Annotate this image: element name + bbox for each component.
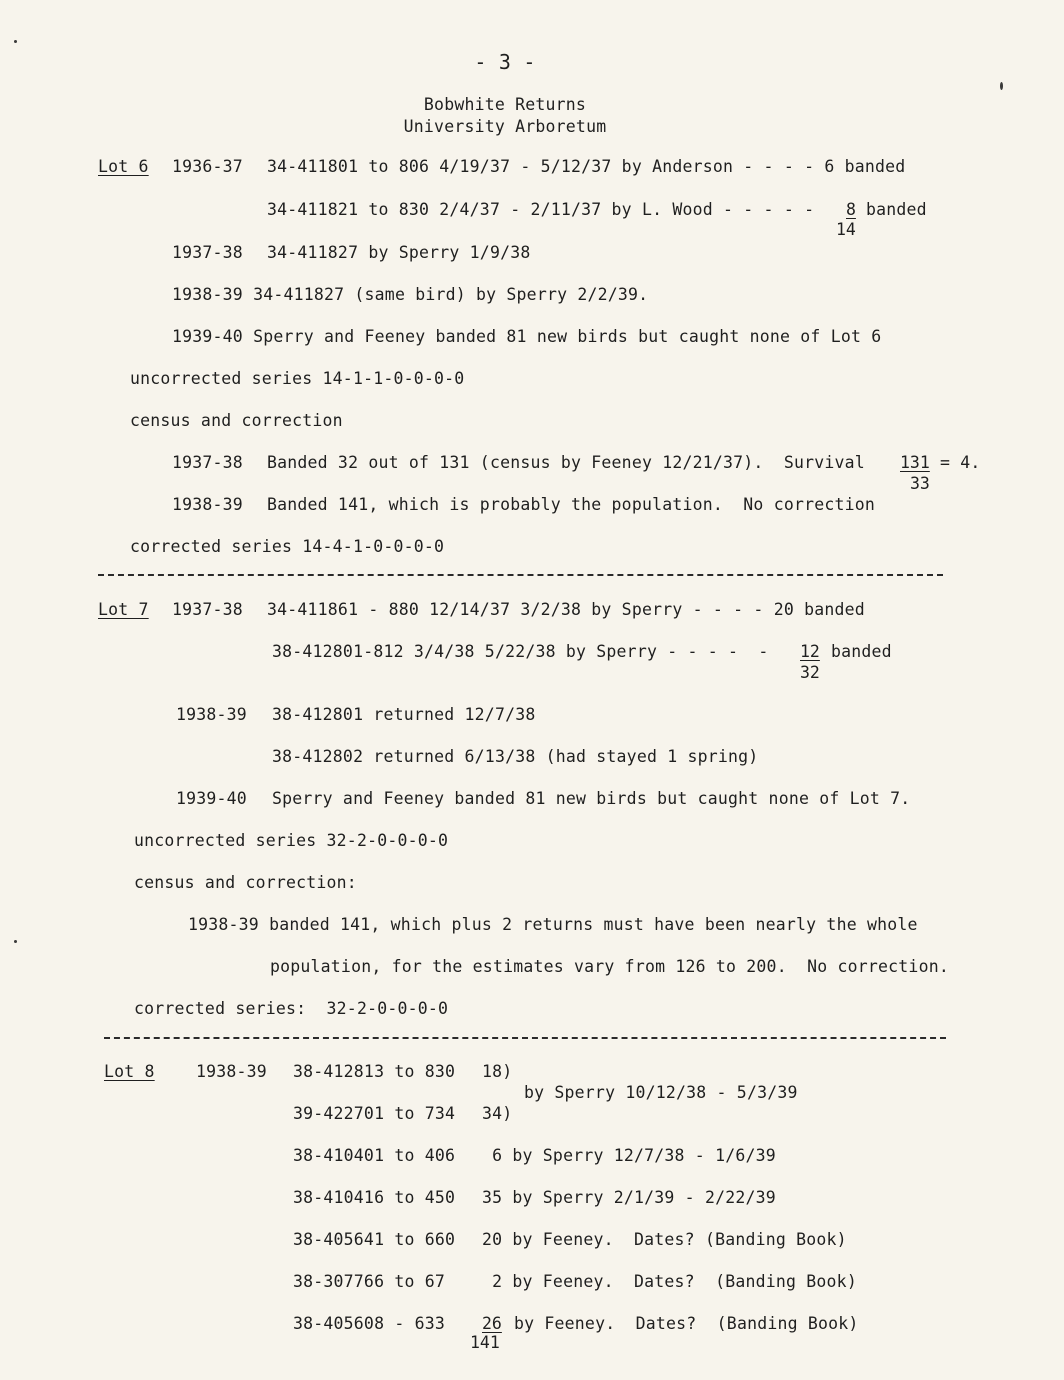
lot6-line5: 1939-40 Sperry and Feeney banded 81 new birds but caught none of Lot 6: [172, 327, 882, 346]
lot6-line1-text: 34-411801 to 806 4/19/37 - 5/12/37 by Anderson - - - - 6 banded: [267, 157, 906, 176]
lot8-row7-range: 38-405608 - 633: [293, 1314, 446, 1333]
lot8-row6-rest: 2 by Feeney. Dates? (Banding Book): [482, 1272, 857, 1291]
lot7-line3-year: 1938-39: [176, 705, 247, 724]
lot6-census2-text: Banded 141, which is probably the population. No correction: [267, 495, 876, 514]
lot7-line4-text: 38-412802 returned 6/13/38 (had stayed 1 spring): [272, 747, 759, 766]
lot6-line2-total: 14: [836, 220, 856, 239]
lot7-line2-banded: banded: [831, 642, 892, 661]
paper-mark: [14, 940, 17, 943]
lot8-row1-range: 38-412813 to 830: [293, 1062, 456, 1081]
lot7-census2: population, for the estimates vary from 126 to 200. No correction.: [270, 957, 949, 976]
lot7-line2-total: 32: [800, 663, 820, 682]
lot8-row7-total: 141: [470, 1333, 500, 1352]
lot6-census-heading: census and correction: [130, 411, 343, 430]
lot7-uncorrected-series: uncorrected series 32-2-0-0-0-0: [134, 831, 449, 850]
lot8-row4-range: 38-410416 to 450: [293, 1188, 456, 1207]
lot8-row7-rest: by Feeney. Dates? (Banding Book): [514, 1314, 859, 1333]
lot6-census1-num: 131: [900, 453, 930, 472]
lot8-year: 1938-39: [196, 1062, 267, 1081]
lot8-label: Lot 8: [104, 1062, 155, 1081]
lot7-census-heading: census and correction:: [134, 873, 357, 892]
lot7-line1-year: 1937-38: [172, 600, 243, 619]
lot7-label: Lot 7: [98, 600, 149, 619]
lot6-line2-text: 34-411821 to 830 2/4/37 - 2/11/37 by L. Wood - - - - -: [267, 200, 815, 219]
lot7-line2-text: 38-412801-812 3/4/38 5/22/38 by Sperry - - - - -: [272, 642, 769, 661]
lot6-census1-text: Banded 32 out of 131 (census by Feeney 12/21/37). Survival: [267, 453, 865, 472]
lot7-line5-text: Sperry and Feeney banded 81 new birds but caught none of Lot 7.: [272, 789, 911, 808]
lot6-census2-year: 1938-39: [172, 495, 243, 514]
lot7-line3-text: 38-412801 returned 12/7/38: [272, 705, 536, 724]
section-divider: [104, 1037, 946, 1039]
lot8-row4-rest: 35 by Sperry 2/1/39 - 2/22/39: [482, 1188, 776, 1207]
lot8-row2-range: 39-422701 to 734: [293, 1104, 456, 1123]
lot7-line1-text: 34-411861 - 880 12/14/37 3/2/38 by Sperry - - - - 20 banded: [267, 600, 865, 619]
lot8-row5-range: 38-405641 to 660: [293, 1230, 456, 1249]
lot8-row3-rest: 6 by Sperry 12/7/38 - 1/6/39: [482, 1146, 776, 1165]
lot8-row3-range: 38-410401 to 406: [293, 1146, 456, 1165]
page-subtitle: University Arboretum: [403, 117, 607, 136]
page-number: - 3 -: [474, 50, 536, 74]
lot6-census1-year: 1937-38: [172, 453, 243, 472]
lot6-line2-num: 8: [846, 200, 856, 219]
lot6-line3-text: 34-411827 by Sperry 1/9/38: [267, 243, 531, 262]
lot7-census1: 1938-39 banded 141, which plus 2 returns must have been nearly the whole: [188, 915, 918, 934]
lot6-line4: 1938-39 34-411827 (same bird) by Sperry 2/2/39.: [172, 285, 649, 304]
lot8-row1-count: 18): [482, 1062, 513, 1081]
lot6-line3-year: 1937-38: [172, 243, 243, 262]
lot8-row7-num: 26: [482, 1314, 502, 1333]
lot6-line2-banded: banded: [866, 200, 927, 219]
paper-mark: [14, 40, 17, 43]
page-title: Bobwhite Returns: [423, 95, 587, 114]
lot6-label: Lot 6: [98, 157, 149, 176]
lot7-corrected-series: corrected series: 32-2-0-0-0-0: [134, 999, 449, 1018]
lot6-corrected-series: corrected series 14-4-1-0-0-0-0: [130, 537, 445, 556]
lot8-row2-count: 34): [482, 1104, 513, 1123]
lot8-row6-range: 38-307766 to 67: [293, 1272, 446, 1291]
lot6-census1-eq: = 4.: [940, 453, 981, 472]
lot8-row5-rest: 20 by Feeney. Dates? (Banding Book): [482, 1230, 847, 1249]
lot6-census1-den: 33: [910, 474, 930, 493]
lot7-line2-num: 12: [800, 642, 820, 661]
lot7-line5-year: 1939-40: [176, 789, 247, 808]
section-divider: [98, 574, 943, 576]
lot6-line1-year: 1936-37: [172, 157, 243, 176]
lot8-brace-text: by Sperry 10/12/38 - 5/3/39: [524, 1083, 798, 1102]
lot6-uncorrected-series: uncorrected series 14-1-1-0-0-0-0: [130, 369, 465, 388]
paper-mark: [1000, 82, 1003, 90]
